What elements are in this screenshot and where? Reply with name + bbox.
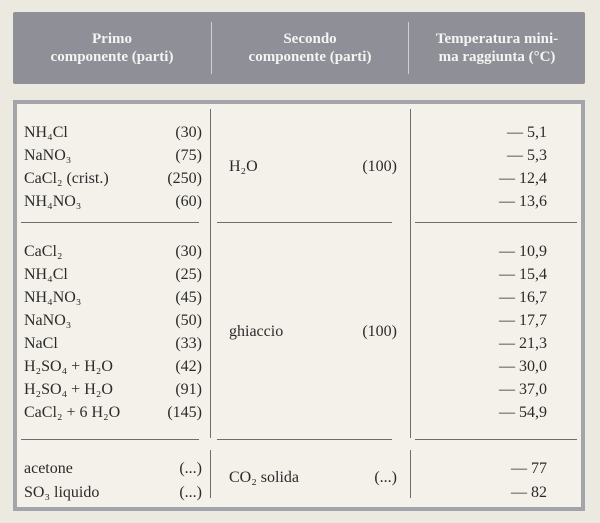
temperature-value: — 17,7 (499, 312, 547, 329)
first-parts: (...) (179, 484, 202, 501)
header-first-component (13, 12, 211, 84)
first-component: NH₄NO₃ (24, 193, 82, 210)
first-parts: (91) (175, 381, 202, 398)
first-component: CaCl₂ (24, 243, 63, 260)
header-temp-line2: ma raggiunta (°C) (438, 49, 556, 65)
second-parts: (100) (362, 323, 397, 340)
second-component: ghiaccio (229, 323, 284, 340)
header-temp-line1: Temperatura mini- (435, 31, 559, 47)
group-rule (415, 439, 577, 440)
temperature-value: — 16,7 (499, 289, 547, 306)
second-parts: (...) (374, 469, 397, 486)
second-component: H₂O (229, 158, 258, 175)
column-rule (410, 450, 411, 498)
first-parts: (30) (175, 243, 202, 260)
first-component: CaCl₂ (crist.) (24, 170, 109, 187)
temperature-value: — 30,0 (499, 358, 547, 375)
first-component: NaCl (24, 335, 58, 352)
first-parts: (45) (175, 289, 202, 306)
header-second-component (212, 12, 408, 84)
first-component: NH₄Cl (24, 124, 68, 141)
first-component: NH₄NO₃ (24, 289, 82, 306)
first-parts: (250) (167, 170, 202, 187)
temperature-value: — 10,9 (499, 243, 547, 260)
second-component: CO₂ solida (229, 469, 300, 486)
header-second-line2: componente (parti) (248, 49, 372, 65)
first-component: SO₃ liquido (24, 484, 100, 501)
first-parts: (75) (175, 147, 202, 164)
header-temperature (409, 12, 585, 84)
first-component: acetone (24, 460, 73, 477)
second-parts: (100) (362, 158, 397, 175)
column-rule (210, 109, 211, 438)
table-body (13, 100, 585, 511)
temperature-value: — 12,4 (499, 170, 547, 187)
temperature-value: — 15,4 (499, 266, 547, 283)
first-component: CaCl₂ + 6 H₂O (24, 404, 121, 421)
first-component: NaNO₃ (24, 312, 72, 329)
first-parts: (42) (175, 358, 202, 375)
column-rule (210, 450, 211, 498)
group-rule (21, 222, 199, 223)
table-header (13, 12, 585, 84)
first-parts: (25) (175, 266, 202, 283)
temperature-value: — 13,6 (499, 193, 547, 210)
first-component: NaNO₃ (24, 147, 72, 164)
header-first-line1: Primo (92, 31, 132, 47)
temperature-value: — 5,1 (507, 124, 547, 141)
first-parts: (30) (175, 124, 202, 141)
temperature-value: — 5,3 (507, 147, 547, 164)
temperature-value: — 21,3 (499, 335, 547, 352)
header-second-line1: Secondo (283, 31, 337, 47)
group-rule (217, 222, 392, 223)
first-component: H₂SO₄ + H₂O (24, 358, 113, 375)
first-parts: (...) (179, 460, 202, 477)
temperature-value: — 82 (511, 484, 547, 501)
first-parts: (33) (175, 335, 202, 352)
first-parts: (50) (175, 312, 202, 329)
column-rule (410, 109, 411, 438)
first-parts: (145) (167, 404, 202, 421)
temperature-value: — 54,9 (499, 404, 547, 421)
group-rule (21, 439, 199, 440)
group-rule (217, 439, 392, 440)
first-component: NH₄Cl (24, 266, 68, 283)
first-component: H₂SO₄ + H₂O (24, 381, 113, 398)
temperature-value: — 77 (511, 460, 547, 477)
first-parts: (60) (175, 193, 202, 210)
temperature-value: — 37,0 (499, 381, 547, 398)
header-first-line2: componente (parti) (50, 49, 174, 65)
group-rule (415, 222, 577, 223)
